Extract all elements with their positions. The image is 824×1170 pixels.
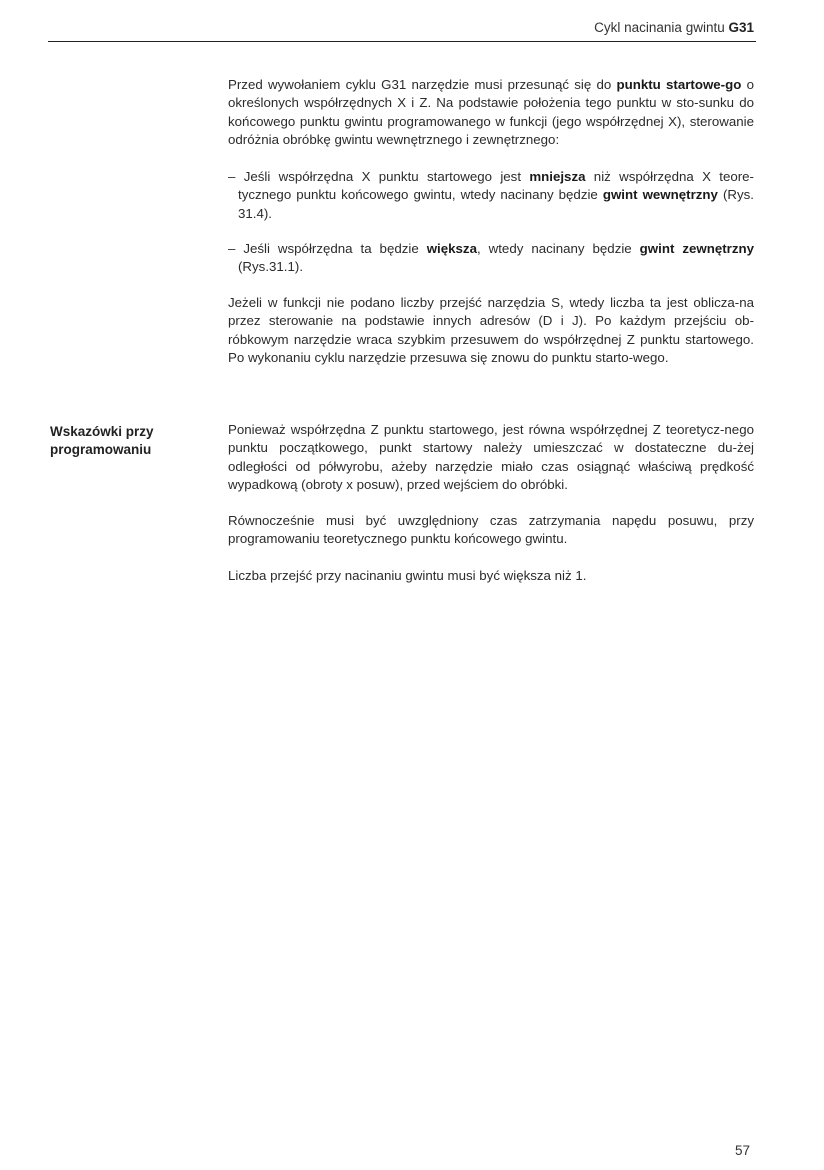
passes-text: Jeżeli w funkcji nie podano liczby przejść narzędzia S, wtedy liczba ta jest oblicza-na przez sterowanie na podstawie innych adresów (D i J). Po każdym przejściu ob-róbkowym narzędzie wraca szybkim przesuwem do współrzędnej Z punktu startowego. Po wykonaniu cyklu narzędzie przesuwa się znowu do punktu starto-wego. xyxy=(228,295,754,365)
intro-text-1: Przed wywołaniem cyklu G31 narzędzie musi przesunąć się do xyxy=(228,77,617,92)
bullet2-text-3: (Rys.31.1). xyxy=(238,259,304,275)
intro-text-2: o określonych współrzędnych X i Z. Na podstawie położenia tego punktu w sto-sunku do końcowego punktu gwintu programowanego w funkcji (jego współrzędnej X), sterowanie odróżnia obróbkę gwintu wewnętrznego i zewnętrznego: xyxy=(228,77,754,147)
side-heading-line1: Wskazówki przy xyxy=(50,424,154,439)
header-title-text: Cykl nacinania gwintu xyxy=(594,20,729,35)
bullet2-text-1: – Jeśli współrzędna ta będzie xyxy=(228,241,427,256)
passes-paragraph xyxy=(228,294,754,367)
page-number: 57 xyxy=(734,1143,750,1158)
intro-paragraph xyxy=(228,76,754,149)
bullet1-text-3: (Rys. 31.4). xyxy=(238,187,754,221)
bullet2-bold-1: większa xyxy=(426,241,477,256)
bullet2-text-2: , wtedy nacinany będzie xyxy=(476,241,640,256)
bullet1-bold-1: mniejsza xyxy=(529,169,586,184)
tips-paragraph-1 xyxy=(228,421,754,494)
intro-bold-1: punktu startowe-go xyxy=(616,77,742,92)
bullet-external-thread xyxy=(228,240,754,277)
side-heading xyxy=(50,423,200,458)
running-header xyxy=(594,20,754,35)
tips-text-1: Ponieważ współrzędna Z punktu startowego, jest równa współrzędnej Z teoretycz-nego punktu początkowego, punkt startowy należy umieszczać w dostateczne du-żej odległości od półwyrobu, ażeby narzędzie miało czas osiągnąć właściwą prędkość wypadkową (obroty x posuw), przed wejściem do obróbki. xyxy=(228,422,754,492)
tips-paragraph-3 xyxy=(228,567,754,585)
side-heading-line2: programowaniu xyxy=(50,441,152,457)
header-rule xyxy=(48,41,756,42)
tips-text-2: Równocześnie musi być uwzględniony czas zatrzymania napędu posuwu, przy programowaniu teoretycznego punktu końcowego gwintu. xyxy=(228,513,754,547)
tips-paragraph-2 xyxy=(228,512,754,549)
bullet-internal-thread xyxy=(228,168,754,223)
bullet1-text-2: niż współrzędna X teore-tycznego punktu końcowego gwintu, wtedy nacinany będzie xyxy=(238,169,754,203)
bullet2-bold-2: gwint zewnętrzny xyxy=(639,241,754,256)
tips-text-3: Liczba przejść przy nacinaniu gwintu musi być większa niż 1. xyxy=(228,568,587,583)
header-title-code: G31 xyxy=(728,20,754,35)
bullet1-bold-2: gwint wewnętrzny xyxy=(602,187,718,203)
bullet1-text-1: – Jeśli współrzędna X punktu startowego jest xyxy=(228,169,530,184)
